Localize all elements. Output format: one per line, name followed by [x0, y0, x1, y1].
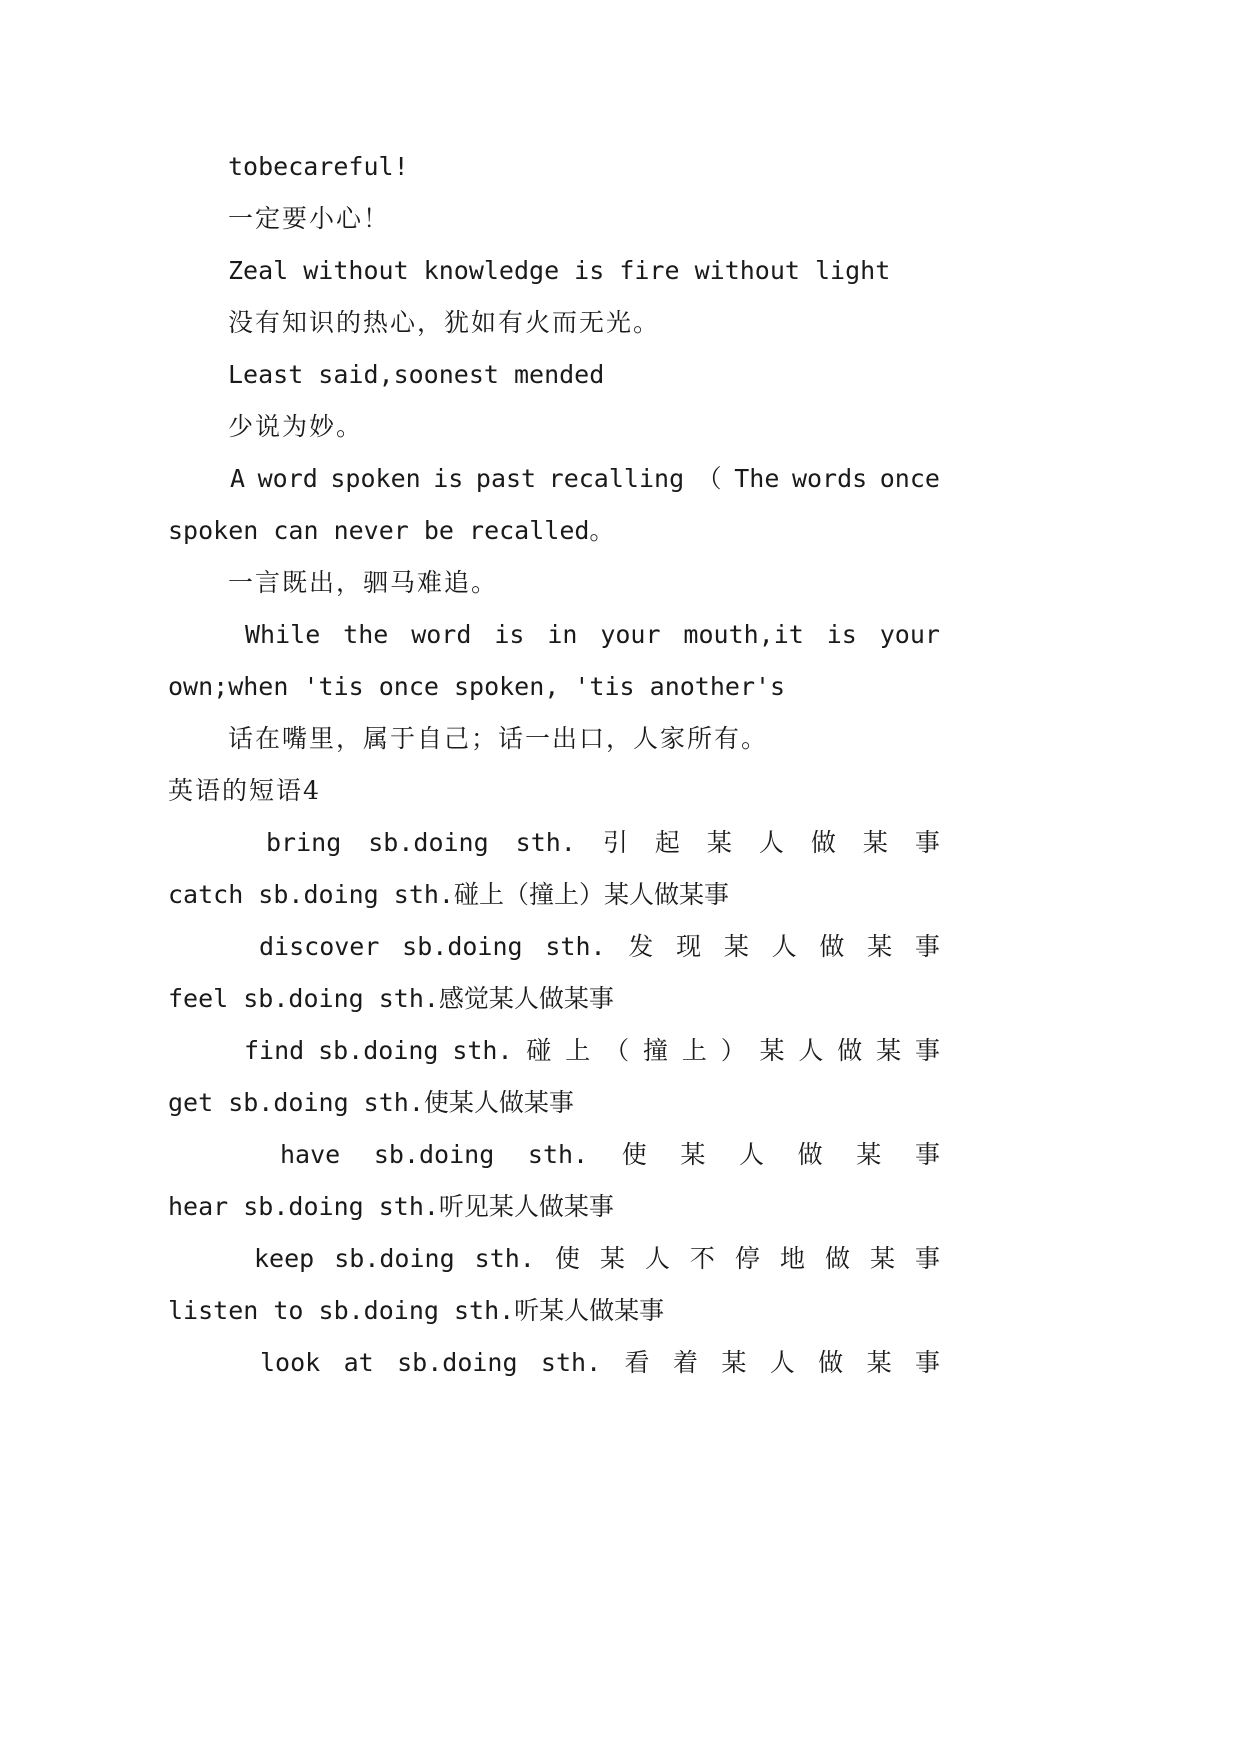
word-token: once — [879, 464, 940, 493]
word-token: past — [475, 464, 537, 493]
text-line — [260, 1346, 940, 1380]
word-token: 某 — [876, 1036, 902, 1065]
word-token: sb.doing — [318, 1036, 439, 1065]
word-token: 人 — [798, 1036, 824, 1065]
text-line: Least said,soonest mended — [228, 360, 605, 389]
word-token: words — [791, 464, 868, 493]
word-token: sb.doing — [334, 1244, 455, 1273]
word-token: （ — [696, 464, 722, 493]
word-token: 引 — [602, 828, 628, 857]
word-token: in — [547, 620, 578, 649]
word-token: 看 — [624, 1348, 650, 1377]
word-token: 上 — [565, 1036, 591, 1065]
word-token: 人 — [771, 932, 797, 961]
word-token: sb.doing — [368, 828, 489, 857]
word-token: 事 — [914, 1140, 940, 1169]
word-token: While — [245, 620, 321, 649]
word-token: 人 — [644, 1244, 670, 1273]
word-token: 做 — [824, 1244, 850, 1273]
word-token: 某 — [869, 1244, 895, 1273]
word-token: your — [600, 620, 661, 649]
word-token: word — [411, 620, 472, 649]
word-token: 做 — [818, 1348, 844, 1377]
text-line: hear sb.doing sth.听见某人做某事 — [168, 1192, 614, 1221]
word-token: 某 — [867, 932, 893, 961]
word-token: spoken — [330, 464, 421, 493]
text-line: 一定要小心！ — [228, 204, 391, 233]
word-token: sb.doing — [397, 1348, 518, 1377]
word-token: keep — [254, 1244, 315, 1273]
text-line — [244, 1034, 940, 1068]
word-token: your — [879, 620, 940, 649]
word-token: 事 — [914, 1348, 940, 1377]
word-token: 某 — [721, 1348, 747, 1377]
text-line: own;when 'tis once spoken, 'tis another's — [168, 672, 786, 701]
word-token: 做 — [819, 932, 845, 961]
word-token: 某 — [856, 1140, 882, 1169]
word-token: （ — [604, 1036, 630, 1065]
text-line — [280, 1138, 940, 1172]
word-token: word — [257, 464, 318, 493]
text-line: listen to sb.doing sth.听某人做某事 — [168, 1296, 665, 1325]
word-token: have — [280, 1140, 341, 1169]
word-token: 使 — [621, 1140, 647, 1169]
word-token: ） — [720, 1036, 746, 1065]
word-token: sth. — [540, 1348, 602, 1377]
word-token: 起 — [654, 828, 680, 857]
text-line: tobecareful! — [228, 152, 409, 181]
word-token: 停 — [734, 1244, 760, 1273]
text-line — [245, 618, 940, 652]
word-token: mouth,it — [683, 620, 804, 649]
word-token: 事 — [914, 828, 940, 857]
word-token: The — [734, 464, 780, 493]
word-token: 使 — [554, 1244, 580, 1273]
word-token: 人 — [769, 1348, 795, 1377]
word-token: is — [826, 620, 857, 649]
word-token: sth. — [527, 1140, 589, 1169]
word-token: sb.doing — [373, 1140, 495, 1169]
word-token: 现 — [676, 932, 702, 961]
text-line: spoken can never be recalled。 — [168, 516, 615, 545]
text-line — [266, 826, 940, 860]
text-line: 少说为妙。 — [228, 412, 364, 441]
text-line: 一言既出，驷马难追。 — [228, 568, 499, 597]
word-token: 某 — [759, 1036, 785, 1065]
word-token: is — [494, 620, 525, 649]
word-token: 事 — [914, 1244, 940, 1273]
word-token: 地 — [779, 1244, 805, 1273]
text-line — [259, 930, 940, 964]
word-token: 做 — [797, 1140, 823, 1169]
text-line — [254, 1242, 940, 1276]
word-token: 某 — [680, 1140, 706, 1169]
word-token: 做 — [837, 1036, 863, 1065]
word-token: recalling — [548, 464, 685, 493]
word-token: 做 — [810, 828, 836, 857]
word-token: 某 — [723, 932, 749, 961]
word-token: 某 — [862, 828, 888, 857]
word-token: is — [433, 464, 464, 493]
text-line — [230, 462, 940, 496]
word-token: find — [244, 1036, 305, 1065]
word-token: 撞 — [642, 1036, 668, 1065]
text-line: 话在嘴里，属于自己；话一出口，人家所有。 — [228, 724, 769, 753]
text-line: get sb.doing sth.使某人做某事 — [168, 1088, 574, 1117]
word-token: 事 — [914, 932, 940, 961]
word-token: 某 — [866, 1348, 892, 1377]
word-token: A — [230, 464, 246, 493]
word-token: 发 — [628, 932, 654, 961]
word-token: 人 — [739, 1140, 765, 1169]
word-token: 人 — [758, 828, 784, 857]
word-token: sth. — [452, 1036, 513, 1065]
section-heading: 英语的短语4 — [168, 776, 321, 805]
text-line: Zeal without knowledge is fire without light — [228, 256, 891, 285]
word-token: the — [343, 620, 389, 649]
text-line: catch sb.doing sth.碰上（撞上）某人做某事 — [168, 880, 729, 909]
word-token: 某 — [599, 1244, 625, 1273]
word-token: at — [343, 1348, 374, 1377]
word-token: 某 — [706, 828, 732, 857]
word-token: sth. — [474, 1244, 535, 1273]
word-token: look — [260, 1348, 321, 1377]
text-line: feel sb.doing sth.感觉某人做某事 — [168, 984, 614, 1013]
word-token: 碰 — [526, 1036, 552, 1065]
word-token: 事 — [914, 1036, 940, 1065]
word-token: sth. — [545, 932, 606, 961]
word-token: bring — [266, 828, 342, 857]
word-token: sth. — [515, 828, 576, 857]
word-token: 着 — [672, 1348, 698, 1377]
word-token: 上 — [681, 1036, 707, 1065]
text-line: 没有知识的热心，犹如有火而无光。 — [228, 308, 661, 337]
word-token: 不 — [689, 1244, 715, 1273]
word-token: discover — [259, 932, 380, 961]
word-token: sb.doing — [402, 932, 523, 961]
